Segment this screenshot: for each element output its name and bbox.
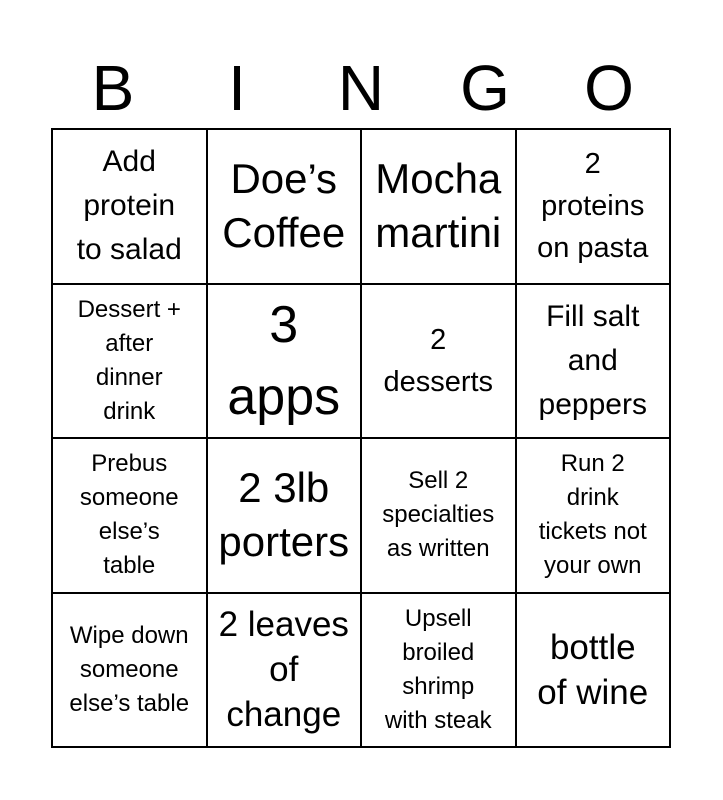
bingo-cell-text: Doe’s Coffee <box>222 155 346 257</box>
bingo-cell[interactable] <box>53 285 208 440</box>
bingo-cell-text: Dessert + after dinner drink <box>77 295 181 425</box>
header-letter-o: O <box>584 52 634 124</box>
bingo-cell-text: Wipe down someone else’s table <box>69 621 190 717</box>
bingo-cell-text: Upsell broiled shrimp with steak <box>384 604 492 734</box>
header-letter-b: B <box>91 52 135 124</box>
bingo-cell-text: 2 leaves of change <box>218 605 349 735</box>
bingo-cell[interactable] <box>53 130 208 285</box>
bingo-cell[interactable] <box>208 594 363 749</box>
bingo-board <box>51 128 671 748</box>
header-letter-i: I <box>228 52 246 124</box>
bingo-cell[interactable] <box>517 594 672 749</box>
header-letter-g: G <box>460 52 510 124</box>
bingo-cell-text: 2 3lb porters <box>218 464 350 566</box>
bingo-cell[interactable] <box>517 130 672 285</box>
bingo-cell-text: Prebus someone else’s table <box>79 450 179 580</box>
bingo-header <box>51 48 671 128</box>
bingo-cell[interactable] <box>362 130 517 285</box>
bingo-cell-text: 3 apps <box>227 295 341 426</box>
bingo-cell[interactable] <box>53 594 208 749</box>
bingo-cell-text: Mocha martini <box>375 155 502 257</box>
bingo-cell-text: Fill salt and peppers <box>538 299 647 421</box>
bingo-cell[interactable] <box>517 285 672 440</box>
bingo-cell[interactable] <box>208 439 363 594</box>
bingo-cell[interactable] <box>362 594 517 749</box>
header-letter-n: N <box>337 52 385 124</box>
bingo-cell-text: 2 desserts <box>383 323 494 398</box>
bingo-cell-text: Add protein to salad <box>76 145 182 267</box>
bingo-cell[interactable] <box>208 130 363 285</box>
bingo-cell-text: bottle of wine <box>537 627 649 712</box>
bingo-cell[interactable] <box>53 439 208 594</box>
bingo-cell-text: 2 proteins on pasta <box>537 148 649 265</box>
bingo-cell-text: Sell 2 specialties as written <box>382 467 495 563</box>
bingo-cell[interactable] <box>517 439 672 594</box>
bingo-cell[interactable] <box>362 439 517 594</box>
bingo-cell[interactable] <box>362 285 517 440</box>
bingo-cell-text: Run 2 drink tickets not your own <box>538 450 647 580</box>
bingo-cell[interactable] <box>208 285 363 440</box>
